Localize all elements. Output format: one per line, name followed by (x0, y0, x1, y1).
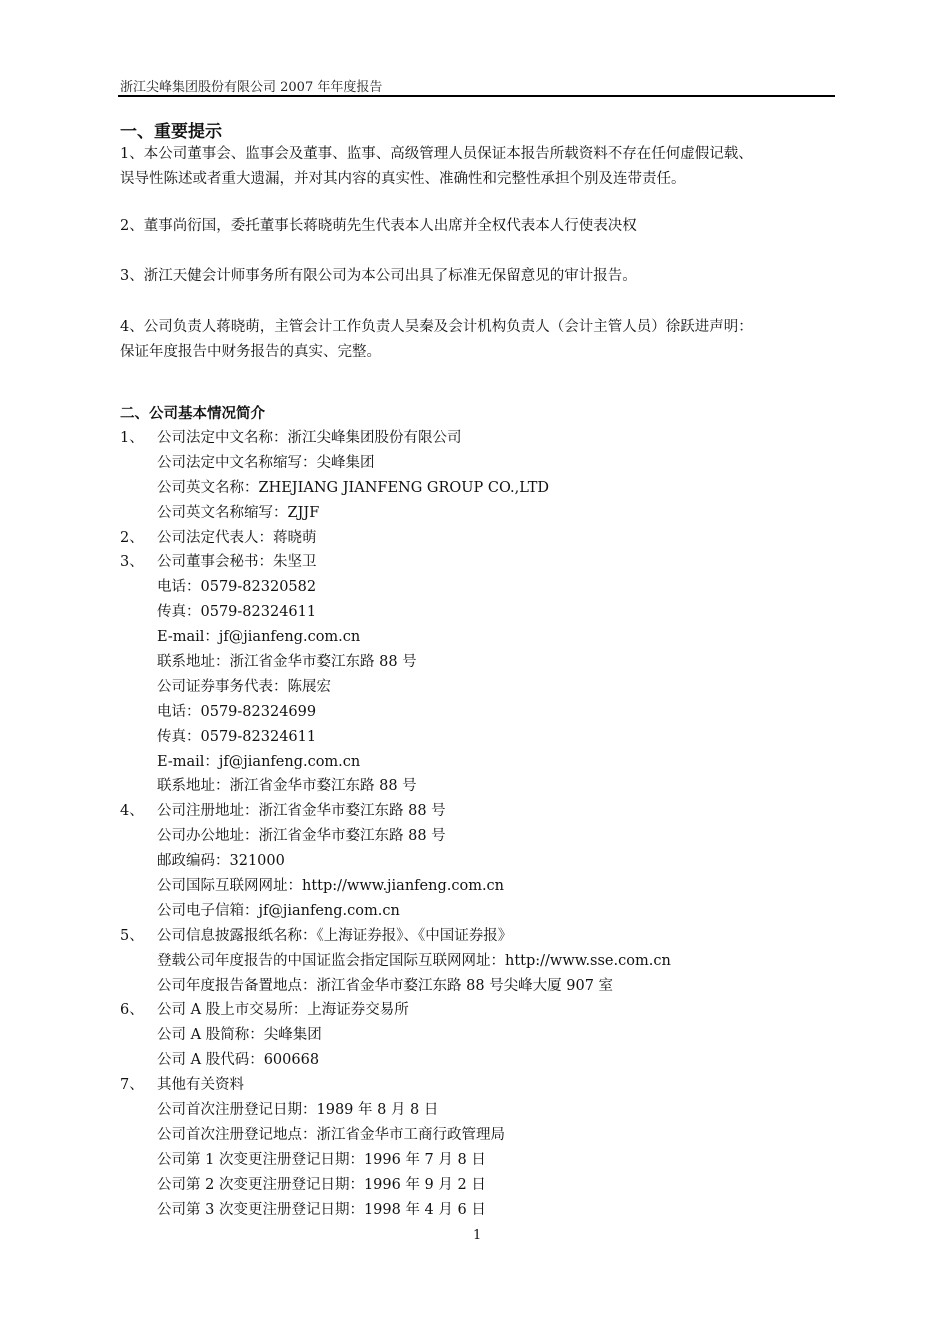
paragraph-4 (120, 315, 753, 365)
item-text: 公司法定中文名称：浙江尖峰集团股份有限公司 (157, 430, 462, 446)
item-text: 公司第 2 次变更注册登记日期：1996 年 9 月 2 日 (157, 1176, 486, 1193)
item-text: 公司 A 股简称：尖峰集团 (157, 1027, 322, 1044)
item-text: E-mail：jf@jianfeng.com.cn (157, 753, 361, 770)
paragraph-2 (120, 214, 637, 239)
page-number: 1 (473, 1228, 482, 1243)
item-text: 公司董事会秘书：朱坚卫 (157, 554, 317, 571)
item-text: 其他有关资料 (157, 1077, 244, 1094)
item-text: 公司第 1 次变更注册登记日期：1996 年 7 月 8 日 (157, 1151, 486, 1168)
section-heading-important-notes: 一、重要提示 (120, 122, 222, 142)
item-number: 6、 (120, 1002, 144, 1019)
section-heading-company-profile: 二、公司基本情况简介 (120, 405, 265, 422)
paragraph-1 (120, 142, 753, 192)
item-text: 公司第 3 次变更注册登记日期：1998 年 4 月 6 日 (157, 1201, 486, 1218)
item-text: 公司信息披露报纸名称：《上海证券报》、《中国证券报》 (157, 927, 513, 944)
item-text: 邮政编码：321000 (157, 853, 285, 870)
item-text: 公司英文名称：ZHEJIANG JIANFENG GROUP CO.,LTD (157, 479, 549, 496)
paragraph-line: 2、董事尚衍国，委托董事长蒋晓萌先生代表本人出席并全权代表本人行使表决权 (120, 218, 637, 234)
item-number: 4、 (120, 803, 144, 820)
item-text: 登载公司年度报告的中国证监会指定国际互联网网址：http://www.sse.com.cn (157, 952, 671, 969)
item-text: 公司法定代表人：蒋晓萌 (157, 529, 317, 546)
item-text: 公司首次注册登记地点：浙江省金华市工商行政管理局 (157, 1126, 505, 1143)
item-text: 公司证券事务代表：陈展宏 (157, 678, 331, 695)
item-text: 电话：0579-82324699 (157, 703, 317, 720)
item-text: 公司法定中文名称缩写：尖峰集团 (157, 454, 375, 471)
item-text: 公司年度报告备置地点：浙江省金华市婺江东路 88 号尖峰大厦 907 室 (157, 977, 614, 994)
item-text: 传真：0579-82324611 (157, 604, 317, 621)
item-text: 传真：0579-82324611 (157, 728, 317, 745)
page-header: 浙江尖峰集团股份有限公司 2007 年年度报告 (120, 80, 383, 95)
paragraph-3 (120, 264, 637, 289)
item-number: 7、 (120, 1077, 144, 1094)
paragraph-line: 1、本公司董事会、监事会及董事、监事、高级管理人员保证本报告所载资料不存在任何虚假记载、 (120, 146, 753, 162)
paragraph-line: 保证年度报告中财务报告的真实、完整。 (120, 344, 381, 360)
item-number: 1、 (120, 430, 144, 446)
item-number: 5、 (120, 927, 144, 944)
header-divider (118, 95, 835, 97)
item-text: 联系地址：浙江省金华市婺江东路 88 号 (157, 654, 417, 671)
paragraph-line: 误导性陈述或者重大遗漏，并对其内容的真实性、准确性和完整性承担个别及连带责任。 (120, 171, 686, 187)
item-number: 3、 (120, 554, 144, 571)
item-text: 公司电子信箱：jf@jianfeng.com.cn (157, 902, 400, 919)
item-text: 联系地址：浙江省金华市婺江东路 88 号 (157, 778, 417, 795)
item-text: 公司 A 股代码：600668 (157, 1052, 320, 1069)
item-text: 公司首次注册登记日期：1989 年 8 月 8 日 (157, 1102, 439, 1119)
paragraph-line: 4、公司负责人蒋晓萌，主管会计工作负责人吴秦及会计机构负责人（会计主管人员）徐跃进声明： (120, 319, 753, 335)
item-text: E-mail：jf@jianfeng.com.cn (157, 629, 361, 646)
item-text: 公司英文名称缩写：ZJJF (157, 504, 320, 521)
item-text: 公司办公地址：浙江省金华市婺江东路 88 号 (157, 828, 446, 845)
paragraph-line: 3、浙江天健会计师事务所有限公司为本公司出具了标准无保留意见的审计报告。 (120, 268, 637, 284)
item-text: 电话：0579-82320582 (157, 579, 317, 596)
item-text: 公司注册地址：浙江省金华市婺江东路 88 号 (157, 803, 446, 820)
item-number: 2、 (120, 529, 144, 546)
item-text: 公司 A 股上市交易所：上海证券交易所 (157, 1002, 409, 1019)
item-text: 公司国际互联网网址：http://www.jianfeng.com.cn (157, 878, 505, 895)
